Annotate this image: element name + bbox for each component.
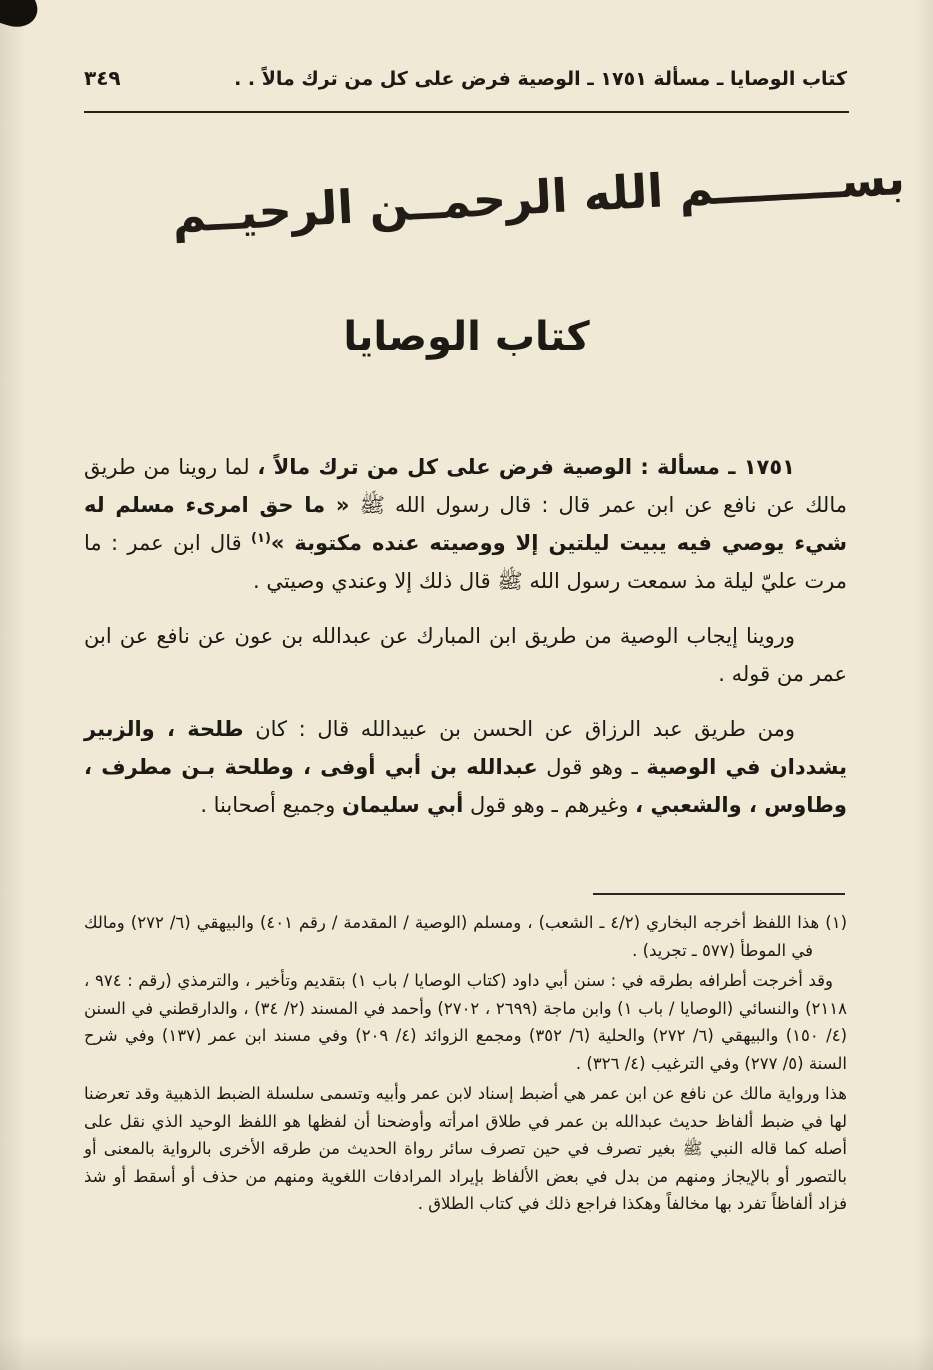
paragraph-riwaya: وروينا إيجاب الوصية من طريق ابن المبارك عن عبدالله بن عون عن نافع عن ابن عمر من قوله . [84, 624, 847, 686]
chapter-title: كتاب الوصايا [343, 314, 590, 360]
footnote-ref-1: (١) [251, 531, 271, 546]
body-text [84, 448, 847, 841]
footnote-separator [593, 893, 845, 895]
footnote-2: وقد أخرجت أطرافه بطرقه في : سنن أبي داود (كتاب الوصايا / باب ١) بتقديم وتأخير ، والترمذي (رقم : ٩٧٤ ، ٢١١٨) والنسائي (الوصايا / باب ١) وابن ماجة (٢٦٩٩ ، ٢٧٠٢) وأحمد في المسند (٢/ ٣٤) ، والدارقطني في السنن (٤/ ١٥٠) والبيهقي (٦/ ٢٧٢) والحلية (٦/ ٣٥٢) ومجمع الزوائد (٤/ ٢٠٩) وفي مسند ابن عمر (١٣٧) وفي شرح السنة (٥/ ٢٧٧) وفي الترغيب (٤/ ٣٢٦) . [84, 971, 848, 1073]
p3-names-1: طلحة ، والزبير يشددان في الوصية [84, 717, 847, 779]
scan-corner-artifact [0, 0, 43, 33]
basmala-calligraphy: بســــــــم الله الرحمــن الرحيــم [170, 150, 907, 244]
masala-heading: ١٧٥١ ـ مسألة : الوصية فرض على كل من ترك مالاً ، [257, 455, 795, 479]
p3-mid-1: ـ وهو قول [537, 755, 647, 779]
footnote-3: هذا ورواية مالك عن نافع عن ابن عمر هي أضبط إسناد لابن عمر وأبيه وتسمى سلسلة الضبط الذهبية وقد تعرضنا لها في ضبط ألفاظ حديث عبدالله بن عمر في طلاق امرأته وأوضحنا أن لفظها هو اللفظ الوحيد الذي نقل على أصله كما قاله النبي ﷺ بغير تصرف في حين تصرف سائر رواة الحديث من طرقه الأخرى بالرواية بالمعنى أو بالتصور أو بالإيجاز ومنهم من بدل في بعض الألفاظ بإيراد المرادفات اللغوية ومنهم من حذف أو أسقط أو شذ فزاد ألفاظاً تفرد بها مخالفاً وهكذا فراجع ذلك في كتاب الطلاق . [84, 1084, 847, 1213]
paragraph-masala [84, 448, 847, 600]
isnad-text: لما روينا من طريق مالك عن نافع عن ابن عمر قال : قال رسول الله ﷺ [84, 455, 847, 517]
running-title: كتاب الوصايا ـ مسألة ١٧٥١ ـ الوصية فرض على كل من ترك مالاً . . [234, 68, 847, 90]
footnotes-section [84, 909, 847, 1221]
footnote-1: (١) هذا اللفظ أخرجه البخاري (٤/٢ ـ الشعب) ، ومسلم (الوصية / المقدمة / رقم ٤٠١) والبيهقي (٦/ ٢٧٢) ومالك في الموطأ (٥٧٧ ـ تجريد) . [84, 913, 848, 960]
page-header [84, 66, 847, 90]
p3-mid-2: وغيرهم ـ وهو قول [463, 793, 636, 817]
p3-names-3: أبي سليمان [342, 793, 464, 817]
p3-names-2: عبدالله بن أبي أوفى ، وطلحة بـن مطرف ، وطاوس ، والشعبي ، [84, 755, 847, 817]
p3-intro: ومن طريق عبد الرزاق عن الحسن بن عبيدالله قال : كان [243, 717, 795, 741]
hadith-text: « ما حق امرىء مسلم له شيء يوصي فيه يبيت ليلتين إلا ووصيته عنده مكتوبة » [84, 493, 847, 555]
header-rule [84, 111, 849, 113]
page-number: ٣٤٩ [84, 66, 121, 90]
p3-tail: وجميع أصحابنا . [200, 793, 342, 817]
paragraph-aqwal [84, 710, 847, 824]
narration-tail: قال ابن عمر : ما مرت عليّ ليلة مذ سمعت رسول الله ﷺ قال ذلك إلا وعندي وصيتي . [84, 531, 847, 593]
